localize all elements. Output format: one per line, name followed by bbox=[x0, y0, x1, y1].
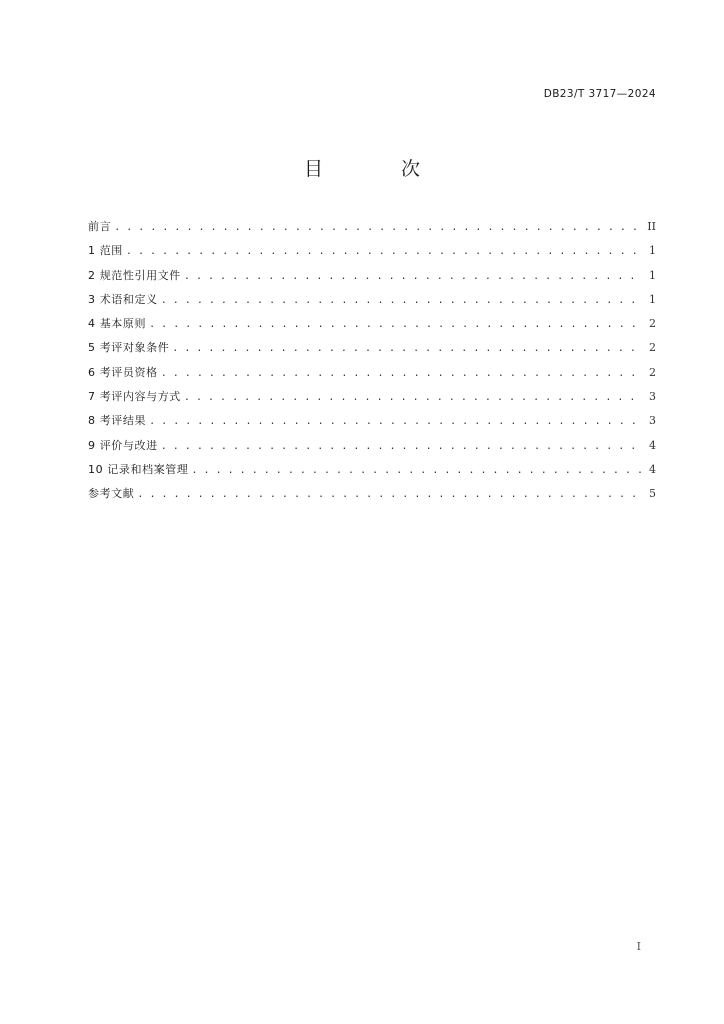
toc-item-page: 1 bbox=[649, 292, 656, 306]
toc-item-page: II bbox=[647, 220, 656, 233]
toc-leader-dots bbox=[172, 343, 643, 354]
toc-item-page: 5 bbox=[649, 487, 656, 501]
toc-leader-dots bbox=[161, 441, 643, 452]
toc-item-page: 1 bbox=[649, 244, 656, 258]
toc-item-foreword[interactable] bbox=[88, 218, 656, 242]
toc-item-page: 2 bbox=[649, 317, 656, 331]
toc-item-assessment-object-conditions[interactable] bbox=[88, 339, 656, 363]
toc-item-bibliography[interactable] bbox=[88, 485, 656, 509]
toc-leader-dots bbox=[149, 416, 643, 427]
toc-item-page: 2 bbox=[649, 365, 656, 379]
toc-item-label: 参考文献 bbox=[88, 487, 135, 501]
toc-item-label: 10 记录和档案管理 bbox=[88, 462, 189, 476]
toc-item-label: 2 规范性引用文件 bbox=[88, 268, 181, 282]
toc-item-records-archives[interactable] bbox=[88, 461, 656, 485]
toc-item-page: 3 bbox=[649, 390, 656, 404]
toc-item-page: 2 bbox=[649, 341, 656, 355]
page-number: I bbox=[636, 940, 641, 953]
toc-leader-dots bbox=[161, 368, 643, 379]
toc-item-label: 7 考评内容与方式 bbox=[88, 390, 181, 404]
toc-item-evaluation-improvement[interactable] bbox=[88, 437, 656, 461]
toc-item-assessor-qualifications[interactable] bbox=[88, 364, 656, 388]
toc-item-label: 4 基本原则 bbox=[88, 317, 147, 331]
toc-item-label: 前言 bbox=[88, 220, 112, 233]
toc-leader-dots bbox=[126, 246, 643, 257]
toc-leader-dots bbox=[161, 295, 643, 306]
toc-item-label: 5 考评对象条件 bbox=[88, 341, 170, 355]
toc-item-scope[interactable] bbox=[88, 242, 656, 266]
toc-item-page: 4 bbox=[649, 462, 656, 476]
toc-item-label: 6 考评员资格 bbox=[88, 365, 158, 379]
toc-item-normative-references[interactable] bbox=[88, 267, 656, 291]
toc-leader-dots bbox=[114, 222, 643, 233]
toc-leader-dots bbox=[184, 271, 643, 282]
toc-item-assessment-results[interactable] bbox=[88, 412, 656, 436]
toc-leader-dots bbox=[192, 465, 644, 476]
document-code: DB23/T 3717—2024 bbox=[543, 88, 656, 100]
toc-leader-dots bbox=[184, 392, 643, 403]
toc-item-page: 4 bbox=[649, 438, 656, 452]
page-title: 目 次 bbox=[303, 158, 457, 180]
toc-item-page: 3 bbox=[649, 414, 656, 428]
toc-leader-dots bbox=[137, 489, 643, 500]
toc-item-page: 1 bbox=[649, 268, 656, 282]
toc-item-label: 8 考评结果 bbox=[88, 414, 147, 428]
toc-item-terms-definitions[interactable] bbox=[88, 291, 656, 315]
toc-item-label: 3 术语和定义 bbox=[88, 292, 158, 306]
table-of-contents bbox=[88, 218, 656, 510]
toc-item-label: 9 评价与改进 bbox=[88, 438, 158, 452]
toc-leader-dots bbox=[149, 319, 643, 330]
toc-item-basic-principles[interactable] bbox=[88, 315, 656, 339]
toc-item-assessment-content-methods[interactable] bbox=[88, 388, 656, 412]
toc-item-label: 1 范围 bbox=[88, 244, 123, 258]
